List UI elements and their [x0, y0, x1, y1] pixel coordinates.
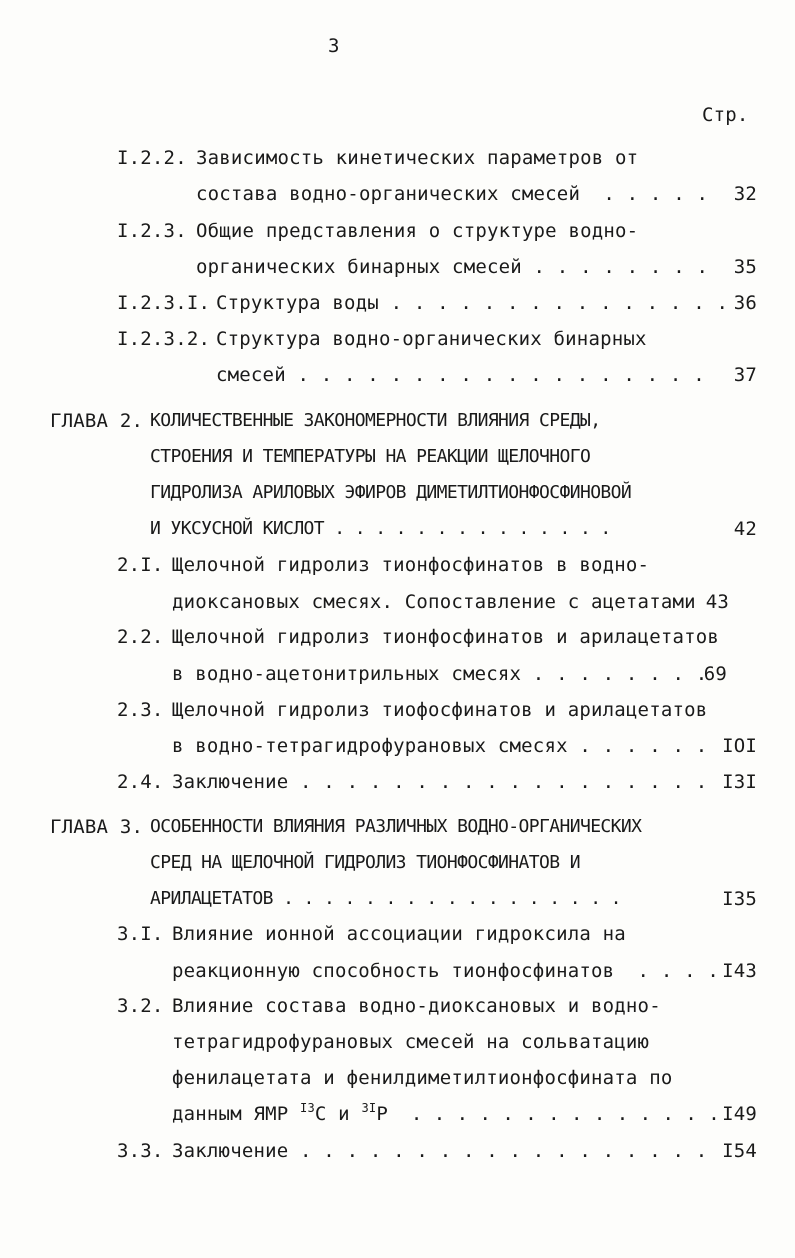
entry-title-line: в водно-ацетонитрильных смесях . . . . . . . . — [172, 663, 708, 685]
entry-number: 2.I. — [117, 554, 164, 576]
nmr-phosphorus: P — [376, 1103, 388, 1125]
entry-page: I43 — [722, 960, 757, 982]
entry-title-line: Структура воды . . . . . . . . . . . . . . . — [216, 292, 729, 314]
column-header-page: Стр. — [702, 104, 749, 126]
nmr-prefix: данным ЯМР — [172, 1103, 301, 1125]
chapter-number: ГЛАВА 2. — [50, 410, 144, 432]
entry-number: I.2.2. — [117, 147, 187, 169]
entry-title-line: органических бинарных смесей . . . . . . . . — [196, 256, 709, 278]
entry-title-line: тетрагидрофурановых смесей на сольватацию — [172, 1031, 650, 1053]
entry-title-line: Щелочной гидролиз тионфосфинатов в водно- — [172, 554, 650, 576]
entry-number: 3.3. — [117, 1140, 164, 1162]
entry-page: I54 — [722, 1140, 757, 1162]
entry-number: 3.2. — [117, 995, 164, 1017]
page-number: 3 — [328, 35, 340, 57]
entry-title-line: смесей . . . . . . . . . . . . . . . . . . — [216, 364, 705, 386]
entry-page: 36 — [733, 292, 757, 314]
entry-page: I3I — [722, 771, 757, 793]
entry-title-line: реакционную способность тионфосфинатов . . . . — [172, 960, 720, 982]
entry-number: 2.2. — [117, 626, 164, 648]
entry-title-line: Общие представления о структуре водно- — [196, 220, 639, 242]
entry-page: 32 — [733, 183, 757, 205]
entry-page: IOI — [722, 735, 757, 757]
chapter-title-line: СТРОЕНИЯ И ТЕМПЕРАТУРЫ НА РЕАКЦИИ ЩЕЛОЧНОГО — [150, 446, 591, 467]
entry-title-line: в водно-тетрагидрофурановых смесях . . . . . . — [172, 735, 708, 757]
chapter-title-line: ОСОБЕННОСТИ ВЛИЯНИЯ РАЗЛИЧНЫХ ВОДНО-ОРГАНИЧЕСКИХ — [150, 816, 642, 837]
entry-title-line: Заключение . . . . . . . . . . . . . . . . . . — [172, 1140, 708, 1162]
entry-number: 2.4. — [117, 771, 164, 793]
entry-number: 3.I. — [117, 923, 164, 945]
chapter-title-line: СРЕД НА ЩЕЛОЧНОЙ ГИДРОЛИЗ ТИОНФОСФИНАТОВ И — [150, 852, 580, 873]
entry-number: I.2.3.I. — [117, 292, 211, 314]
chapter-title-line: ГИДРОЛИЗА АРИЛОВЫХ ЭФИРОВ ДИМЕТИЛТИОНФОСФИНОВОЙ — [150, 482, 632, 503]
entry-title-line: Зависимость кинетических параметров от — [196, 147, 639, 169]
entry-page: 42 — [733, 518, 757, 540]
entry-page: 35 — [733, 256, 757, 278]
entry-number: I.2.3. — [117, 220, 187, 242]
entry-title-line: Влияние состава водно-диоксановых и водно- — [172, 995, 661, 1017]
entry-number: I.2.3.2. — [117, 328, 211, 350]
chapter-title-line: АРИЛАЦЕТАТОВ . . . . . . . . . . . . . . . . . — [150, 888, 621, 909]
entry-title-line: фенилацетата и фенилдиметилтионфосфината по — [172, 1067, 673, 1089]
entry-title-line: Щелочной гидролиз тиофосфинатов и арилацетатов — [172, 699, 708, 721]
entry-title-line: Структура водно-органических бинарных — [216, 328, 647, 350]
nmr-conjunction: и — [326, 1103, 362, 1125]
entry-title-line: состава водно-органических смесей . . . . . — [196, 183, 709, 205]
entry-page: 37 — [733, 364, 757, 386]
entry-title-line: Щелочной гидролиз тионфосфинатов и арилацетатов — [172, 626, 720, 648]
nmr-superscript-31: 3I — [361, 1101, 377, 1115]
nmr-carbon: C — [314, 1103, 327, 1125]
entry-title-line: диоксановых смесях. Сопоставление с ацетатами — [172, 591, 696, 613]
nmr-superscript-13: I3 — [300, 1101, 315, 1115]
entry-title-line: Влияние ионной ассоциации гидроксила на — [172, 923, 626, 945]
entry-number: 2.3. — [117, 699, 164, 721]
chapter-number: ГЛАВА 3. — [50, 816, 144, 838]
entry-page: I49 — [722, 1103, 757, 1125]
entry-page: 43 — [705, 591, 729, 613]
entry-page: I35 — [722, 888, 757, 910]
entry-page: 69 — [703, 663, 727, 685]
entry-title-line-nmr — [172, 1102, 720, 1126]
chapter-title-line: КОЛИЧЕСТВЕННЫЕ ЗАКОНОМЕРНОСТИ ВЛИЯНИЯ СРЕДЫ, — [150, 410, 601, 431]
leader-dots: . . . . . . . . . . . . . . — [387, 1103, 720, 1125]
chapter-title-line: И УКСУСНОЙ КИСЛОТ . . . . . . . . . . . . . . — [150, 518, 611, 539]
entry-title-line: Заключение . . . . . . . . . . . . . . . . . . — [172, 771, 708, 793]
